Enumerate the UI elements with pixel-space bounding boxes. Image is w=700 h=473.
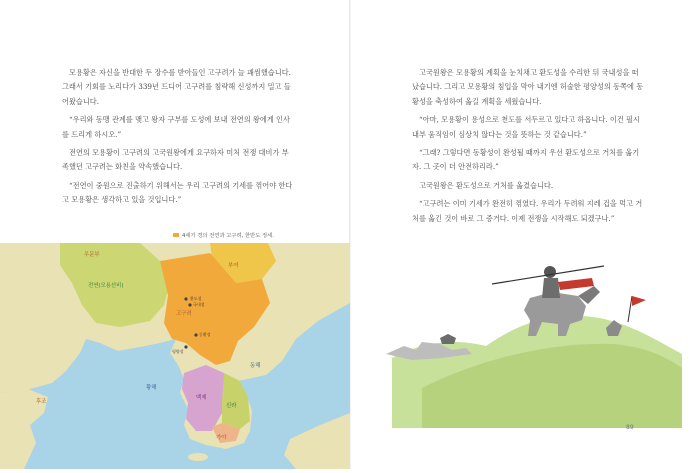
rider-armor [542, 278, 560, 298]
gungnae-marker [188, 303, 191, 306]
paragraph: 전연의 모용황이 고구려의 고국원왕에게 요구하자 미처 전쟁 대비가 부족했던 고구려는 화친을 약속했습니다. [62, 148, 289, 172]
label-ubu: 우문부 [84, 252, 100, 258]
paragraph: “전연이 중원으로 진출하기 위해서는 우리 고구려의 기세를 꺾어야 한다고 모용황은 생각하고 있을 것입니다.” [62, 180, 293, 205]
label-gungnae: 국내성 [193, 302, 205, 307]
map-caption [0, 229, 350, 241]
label-goguryeo: 고구려 [176, 311, 192, 317]
flag-pole [628, 296, 632, 322]
label-hujo: 후조 [36, 399, 47, 405]
label-hwanghae: 황해 [146, 385, 157, 391]
caption-swatch [173, 233, 179, 237]
caption-text: 4세기 경의 전연과 고구려, 한반도 정세. [182, 233, 274, 239]
paragraph: 고국원왕은 환도성으로 거처를 옮겼습니다. [419, 180, 554, 190]
label-buyeo: 부여 [228, 263, 239, 269]
battle-illustration [382, 258, 682, 428]
donghwang-marker [194, 333, 197, 336]
paragraph: 모용황은 자신을 반대한 두 장수를 받아들인 고구려가 늘 괘씸했습니다. 그래서 기회를 노리다가 339년 드디어 고구려를 침략해 신성까지 밀고 들어왔습니다. [62, 68, 291, 106]
label-donghae: 동해 [250, 363, 261, 369]
label-hwando: 환도성 [190, 296, 202, 301]
label-jeonyeon: 전연(모용선비) [88, 283, 124, 289]
fortress-roof [440, 334, 456, 344]
label-baekje: 백제 [196, 395, 207, 401]
rider-helmet [544, 266, 556, 278]
paragraph: “아마, 모용황이 용성으로 천도를 서두르고 있다고 하옵니다. 이건 필시 내부 움직임이 심상치 않다는 것을 뜻하는 것 같습니다.” [412, 115, 640, 139]
paragraph: “그래? 그렇다면 동황성이 완성될 때까지 우선 환도성으로 거처를 옮기자. 그 곳이 더 안전하리라.” [412, 148, 640, 172]
historical-map [0, 243, 350, 469]
label-pyeongyang: 평양성 [172, 349, 184, 354]
hwando-marker [184, 297, 187, 300]
flag [632, 296, 646, 306]
pyeongyang-marker [184, 345, 187, 348]
label-silla: 신라 [226, 403, 237, 409]
paragraph: 고국원왕은 모용황의 계획을 눈치채고 환도성을 수리한 뒤 국내성을 떠났습니다. 그리고 모용황의 침입을 막아 내기엔 허술한 평양성의 동쪽에 동황성을 축성하여 옮길 계획을 세웠습니다. [412, 68, 644, 106]
label-donghwang: 동황성 [199, 332, 211, 337]
right-page-text [412, 66, 644, 230]
left-page-text [62, 66, 294, 212]
page-number: 89 [626, 424, 634, 431]
jeju-island [188, 453, 208, 461]
paragraph: “우리와 동맹 관계를 맺고 왕자 구부를 도성에 보내 전연의 왕에게 인사를 드리게 하시오.” [62, 115, 290, 139]
paragraph: “고구려는 이미 기세가 완전히 꺾였다. 우리가 두려워 지레 겁을 먹고 거처를 옮긴 것이 바로 그 증거다. 이제 전쟁을 시작해도 되겠구나.” [412, 199, 643, 223]
label-gaya: 가야 [216, 435, 227, 441]
rider-sash [558, 278, 594, 290]
